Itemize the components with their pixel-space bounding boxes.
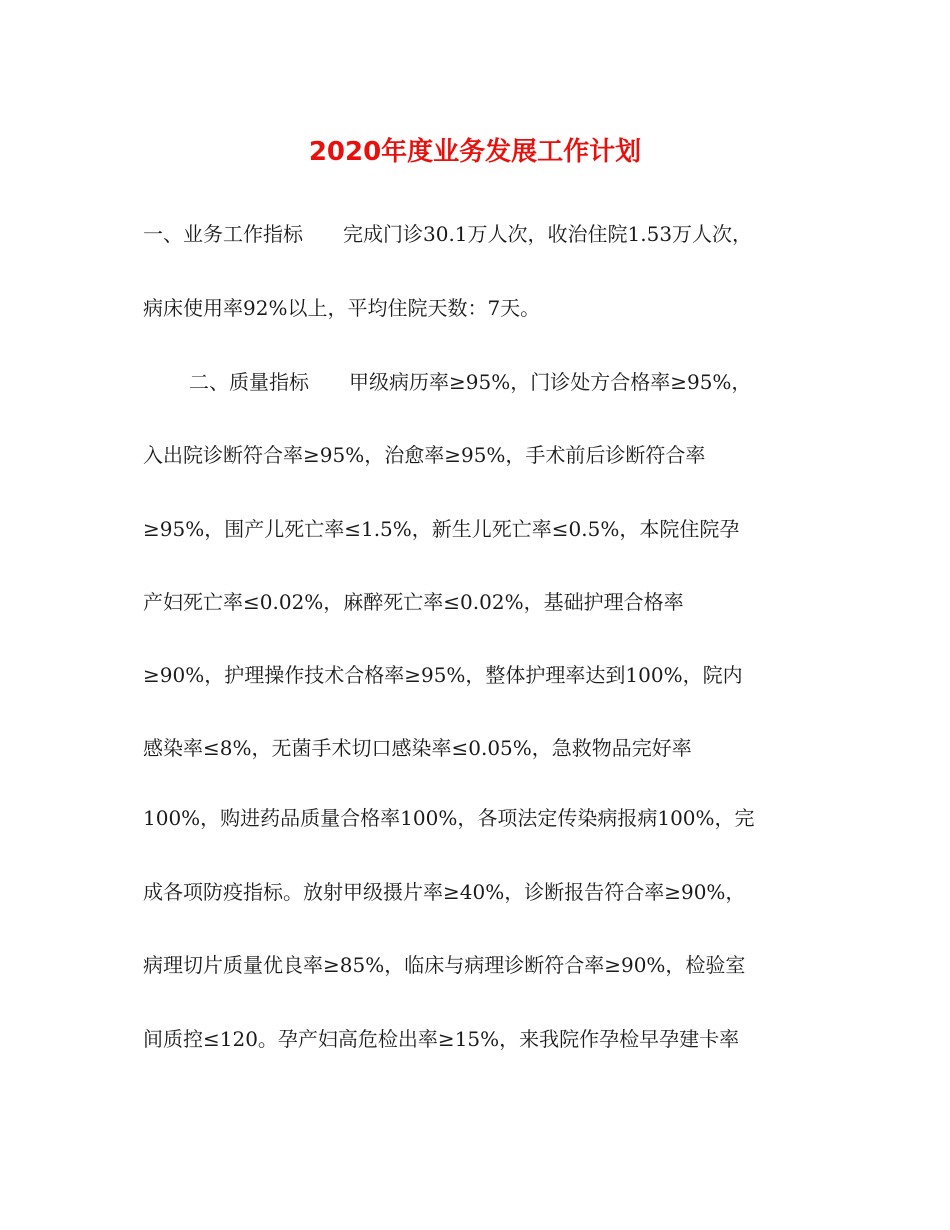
paragraph-line: 一、业务工作指标 完成门诊30.1万人次，收治住院1.53万人次， <box>143 222 753 246</box>
paragraph-line: 感染率≤8%，无菌手术切口感染率≤0.05%，急救物品完好率 <box>143 736 692 760</box>
paragraph-line: 入出院诊断符合率≥95%，治愈率≥95%，手术前后诊断符合率 <box>143 443 706 467</box>
paragraph-line: 间质控≤120。孕产妇高危检出率≥15%，来我院作孕检早孕建卡率 <box>143 1027 740 1051</box>
paragraph-line: 病理切片质量优良率≥85%，临床与病理诊断符合率≥90%，检验室 <box>143 953 746 977</box>
paragraph-line: 100%，购进药品质量合格率100%，各项法定传染病报病100%，完 <box>143 806 755 830</box>
paragraph-line: 二、质量指标 甲级病历率≥95%，门诊处方合格率≥95%， <box>189 370 752 394</box>
document-title: 2020年度业务发展工作计划 <box>308 137 642 167</box>
paragraph-line: ≥90%，护理操作技术合格率≥95%，整体护理率达到100%，院内 <box>143 663 743 687</box>
paragraph-line: 产妇死亡率≤0.02%，麻醉死亡率≤0.02%，基础护理合格率 <box>143 590 684 614</box>
paragraph-line: 成各项防疫指标。放射甲级摄片率≥40%，诊断报告符合率≥90%， <box>143 880 746 904</box>
paragraph-line: ≥95%，围产儿死亡率≤1.5%，新生儿死亡率≤0.5%，本院住院孕 <box>143 517 740 541</box>
paragraph-line: 病床使用率92%以上，平均住院天数：7天。 <box>143 296 541 320</box>
